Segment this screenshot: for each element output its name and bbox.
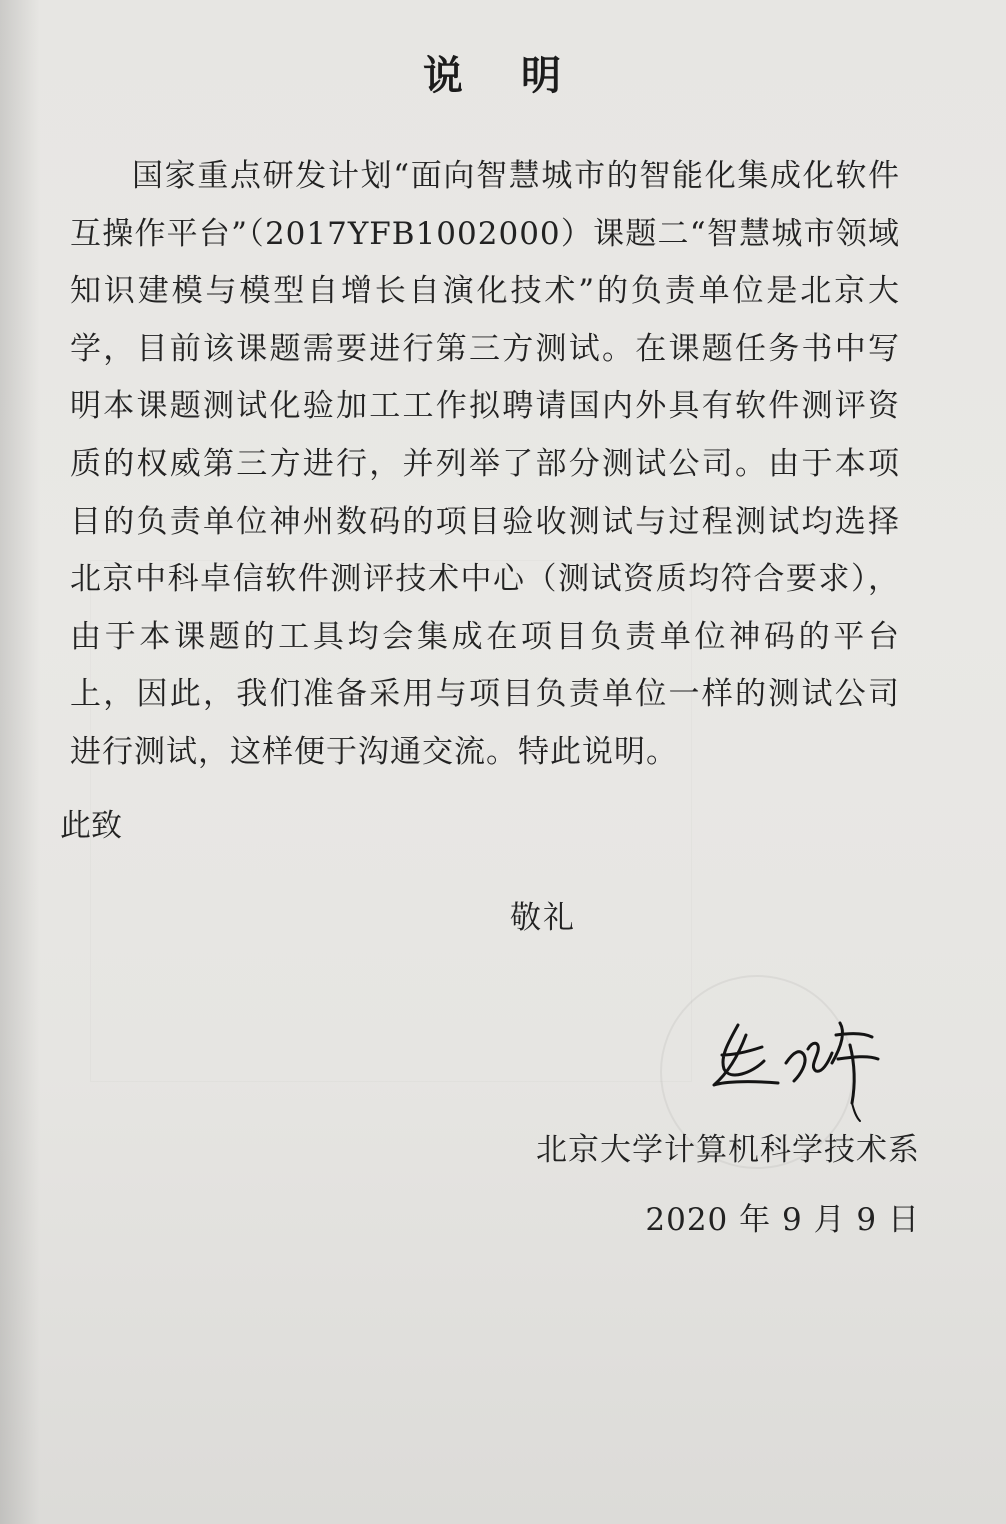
regards-line: 敬礼 — [510, 900, 576, 936]
page-edge-shadow — [0, 0, 40, 1524]
document-body: 国家重点研发计划“面向智慧城市的智能化集成化软件互操作平台”（2017YFB1002000）课题二“智慧城市领域知识建模与模型自增长自演化技术”的负责单位是北京大学，目前该课题需要进行第三方测试。在课题任务书中写明本课题测试化验加工工作拟聘请国内外具有软件测评资质的权威第三方进行，并列举了部分测试公司。由于本项目的负责单位神州数码的项目验收测试与过程测试均选择北京中科卓信软件测评技术中心（测试资质均符合要求），由于本课题的工具均会集成在项目负责单位神码的平台上，因此，我们准备采用与项目负责单位一样的测试公司进行测试，这样便于沟通交流。特此说明。 — [70, 158, 900, 770]
document-title: 说 明 — [423, 52, 583, 99]
handwritten-signature — [700, 985, 900, 1125]
signing-date: 2020 年 9 月 9 日 — [645, 1202, 920, 1238]
closing-line: 此致 — [60, 808, 122, 844]
signing-organization: 北京大学计算机科学技术系 — [536, 1132, 920, 1168]
